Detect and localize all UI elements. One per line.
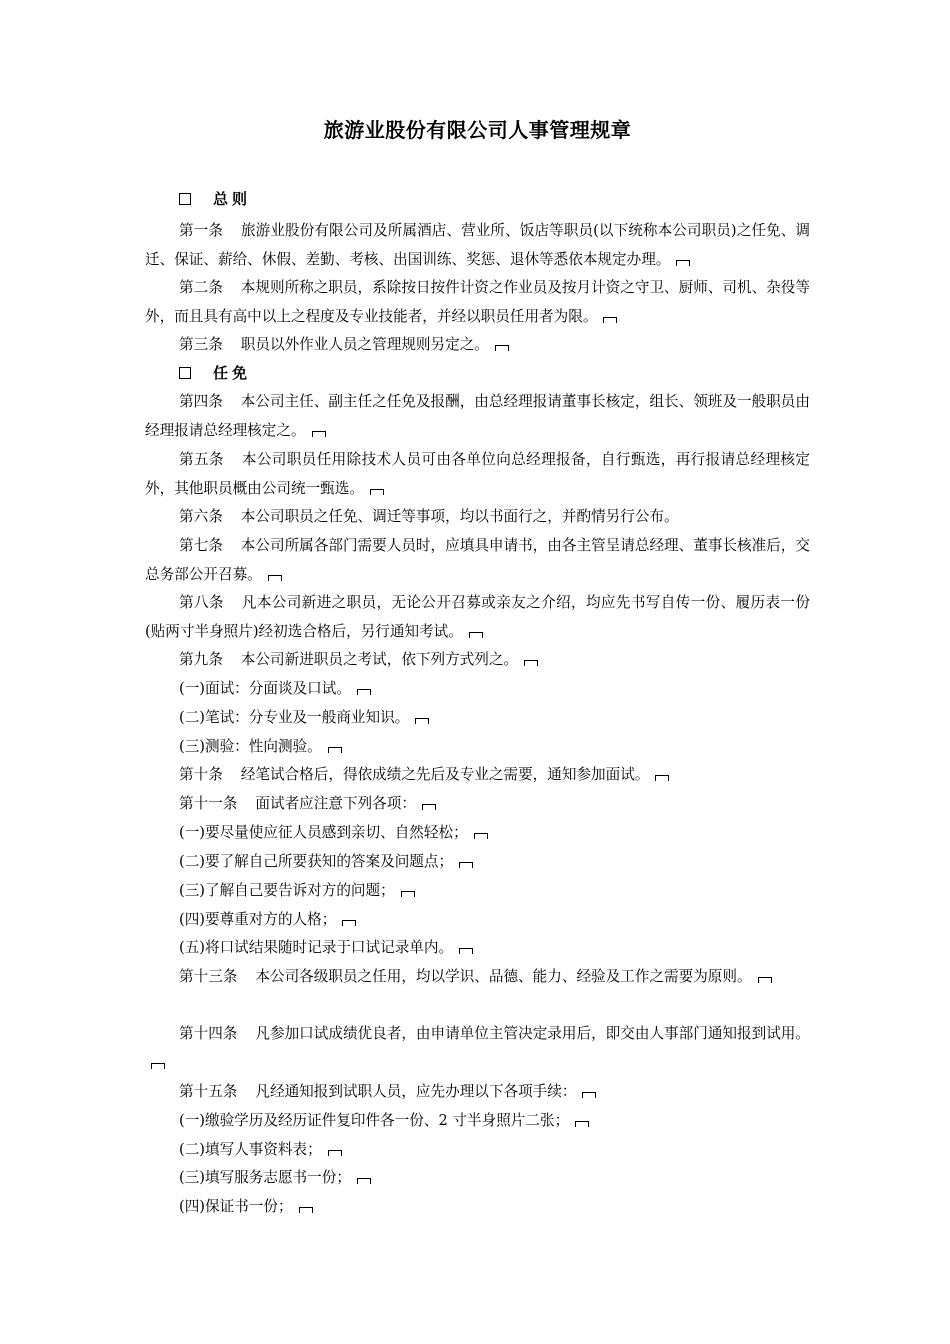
paragraph-mark-icon: [312, 431, 326, 437]
paragraph-text: 凡经通知报到试职人员，应先办理以下各项手续：: [255, 1083, 577, 1100]
paragraph-text: 凡参加口试成绩优良者，由申请单位主管决定录用后，即交由人事部门通知报到试用。: [255, 1025, 810, 1042]
paragraph-text: 本公司职员之任免、调迁等事项，均以书面行之，并酌情另行公布。: [240, 508, 679, 525]
paragraph-text: 本公司新进职员之考试，依下列方式列之。: [240, 651, 519, 668]
section-label: 总则: [213, 190, 252, 208]
paragraph: [145, 387, 810, 445]
article-number: 第一条: [179, 222, 224, 239]
paragraph-text: 本公司所属各部门需要人员时，应填具申请书，由各主管呈请总经理、董事长核准后，交总务部公开召募。: [145, 537, 810, 583]
paragraph-mark-icon: [469, 632, 483, 638]
list-item: [145, 1192, 810, 1221]
paragraph-text: (一)要尽量使应征人员感到亲切、自然轻松；: [179, 824, 468, 841]
article-number: 第三条: [179, 336, 223, 353]
document-title: 旅游业股份有限公司人事管理规章: [323, 118, 632, 142]
paragraph-mark-icon: [575, 1121, 589, 1127]
paragraph-text: 经笔试合格后，得依成绩之先后及专业之需要，通知参加面试。: [240, 766, 650, 783]
paragraph: [145, 445, 810, 503]
paragraph-text: 本公司主任、副主任之任免及报酬，由总经理报请董事长核定，组长、领班及一般职员由经理报请总经理核定之。: [145, 393, 810, 439]
section-heading-appointment: [179, 362, 251, 384]
list-item: [145, 847, 810, 876]
article-number: 第十一条: [179, 795, 238, 812]
paragraph-mark-icon: [758, 977, 772, 983]
paragraph-text: (四)保证书一份；: [179, 1198, 293, 1215]
paragraph-text: (三)填写服务志愿书一份；: [179, 1169, 351, 1186]
article-number: 第十三条: [179, 968, 238, 985]
paragraph-text: 本公司各级职员之任用，均以学识、品德、能力、经验及工作之需要为原则。: [255, 968, 752, 985]
paragraph-mark-icon: [342, 920, 356, 926]
paragraph-text: (三)了解自己要告诉对方的问题；: [179, 882, 395, 899]
paragraph: [145, 216, 810, 274]
paragraph-mark-icon: [459, 948, 473, 954]
paragraph: [145, 962, 810, 991]
list-item: [145, 818, 810, 847]
paragraph: [145, 531, 810, 589]
article-number: 第十条: [179, 766, 223, 783]
paragraph-mark-icon: [357, 1178, 371, 1184]
paragraph-text: (一)面试：分面谈及口试。: [179, 680, 351, 697]
article-number: 第八条: [179, 594, 224, 611]
article-number: 第四条: [179, 393, 223, 410]
paragraph-text: (二)要了解自己所要获知的答案及问题点；: [179, 853, 454, 870]
paragraph-mark-icon: [401, 891, 415, 897]
paragraph-text: 面试者应注意下列各项：: [255, 795, 416, 812]
list-item: [145, 905, 810, 934]
list-item: [145, 933, 810, 962]
paragraph-text: (四)要尊重对方的人格；: [179, 911, 337, 928]
paragraph: [145, 645, 810, 674]
paragraph: [145, 1077, 810, 1106]
paragraph-mark-icon: [603, 317, 617, 323]
article-number: 第九条: [179, 651, 223, 668]
paragraph: [145, 330, 810, 359]
paragraph-mark-icon: [459, 862, 473, 868]
paragraph: [145, 502, 810, 531]
list-item: [145, 1163, 810, 1192]
paragraph-mark-icon: [495, 345, 509, 351]
paragraph-text: (五)将口试结果随时记录于口试记录单内。: [179, 939, 454, 956]
paragraph: [145, 273, 810, 331]
paragraph-mark-icon: [299, 1207, 313, 1213]
paragraph-text: 本公司职员任用除技术人员可由各单位向总经理报备，自行甄选，再行报请总经理核定外，其他职员概由公司统一甄选。: [145, 451, 810, 497]
paragraph-mark-icon: [415, 718, 429, 724]
paragraph-mark-icon: [328, 747, 342, 753]
list-item: [145, 1106, 810, 1135]
paragraph-text: 本规则所称之职员，系除按日按件计资之作业员及按月计资之守卫、厨师、司机、杂役等外，而且具有高中以上之程度及专业技能者，并经以职员任用者为限。: [145, 279, 810, 325]
list-item: [145, 732, 810, 761]
list-item: [145, 674, 810, 703]
paragraph-mark-icon: [328, 1150, 342, 1156]
paragraph-text: (二)笔试：分专业及一般商业知识。: [179, 709, 410, 726]
paragraph-mark-icon: [655, 775, 669, 781]
article-number: 第七条: [179, 537, 223, 554]
paragraph-mark-icon: [474, 833, 488, 839]
paragraph-mark-icon: [370, 489, 384, 495]
paragraph: [145, 789, 810, 818]
paragraph-mark-icon: [676, 260, 690, 266]
article-number: 第十五条: [179, 1083, 238, 1100]
paragraph-text: (二)填写人事资料表；: [179, 1141, 322, 1158]
article-number: 第二条: [179, 279, 223, 296]
paragraph-mark-icon: [524, 660, 538, 666]
paragraph-mark-icon: [357, 689, 371, 695]
paragraph-text: 旅游业股份有限公司及所属酒店、营业所、饭店等职员(以下统称本公司职员)之任免、调迁、保证、薪给、休假、差勤、考核、出国训练、奖惩、退休等悉依本规定办理。: [145, 222, 810, 268]
list-item: [145, 876, 810, 905]
paragraph-text: 职员以外作业人员之管理规则另定之。: [240, 336, 489, 353]
paragraph-mark-icon: [268, 575, 282, 581]
paragraph-mark-icon: [422, 804, 436, 810]
paragraph: [145, 760, 810, 789]
checkbox-square-icon: [179, 193, 191, 205]
article-number: 第十四条: [179, 1025, 238, 1042]
paragraph: [145, 588, 810, 646]
article-number: 第五条: [179, 451, 224, 468]
paragraph-mark-icon: [582, 1092, 596, 1098]
section-label: 任免: [213, 364, 252, 382]
list-item: [145, 1135, 810, 1164]
list-item: [145, 703, 810, 732]
paragraph: [145, 1019, 810, 1077]
section-heading-general: [179, 188, 251, 210]
paragraph-text: (一)缴验学历及经历证件复印件各一份、2 寸半身照片二张；: [179, 1112, 570, 1129]
paragraph-mark-icon: [151, 1063, 165, 1069]
paragraph-text: (三)测验：性向测验。: [179, 738, 322, 755]
document-page: [145, 0, 810, 1344]
checkbox-square-icon: [179, 367, 191, 379]
paragraph-text: 凡本公司新进之职员，无论公开召募或亲友之介绍，均应先书写自传一份、履历表一份(贴两寸半身照片)经初选合格后，另行通知考试。: [145, 594, 810, 640]
article-number: 第六条: [179, 508, 223, 525]
